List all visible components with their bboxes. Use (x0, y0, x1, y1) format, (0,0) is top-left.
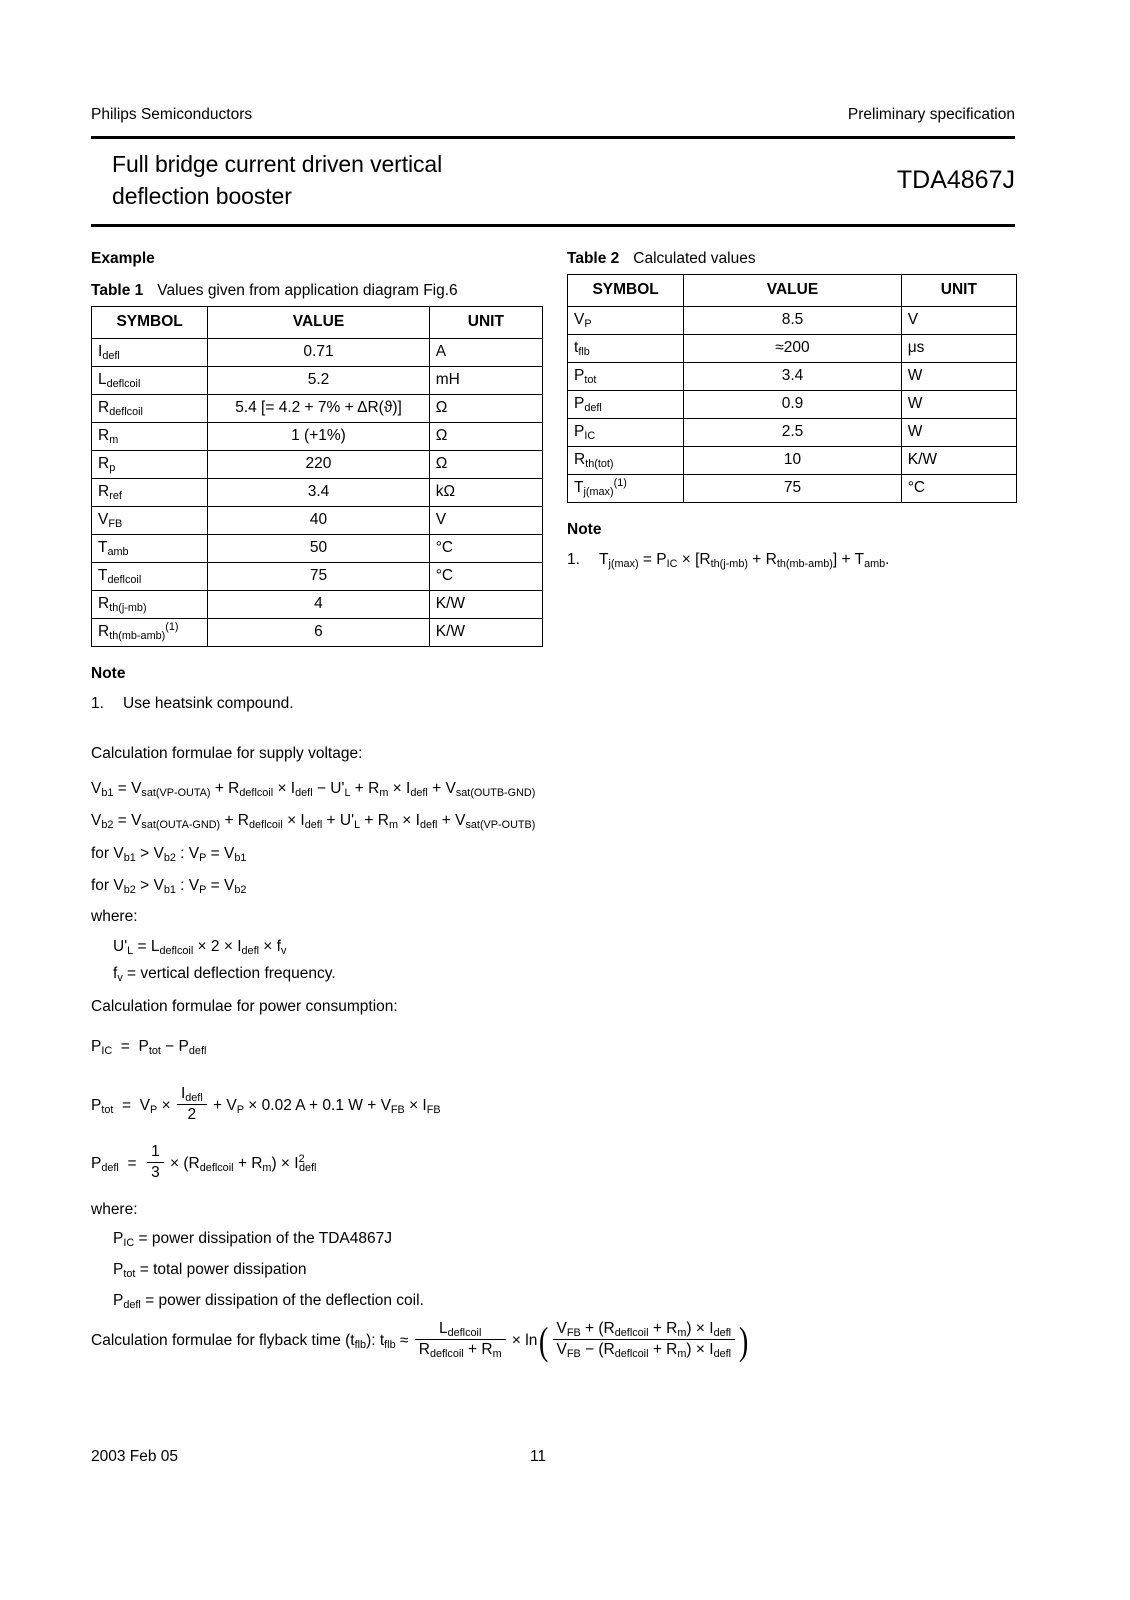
power-heading-wrap (91, 996, 1021, 1018)
page-title (112, 148, 612, 212)
page-header (91, 106, 1015, 124)
table-row (92, 367, 543, 395)
cell-symbol: $T_{amb}$ (92, 535, 208, 563)
definition-pdefl: $P_{defl}$ = power dissipation of the deflection coil. (113, 1292, 424, 1311)
table1-header-row (92, 307, 543, 339)
title-line-2: deflection booster (112, 183, 292, 209)
cell-value: 1 (+1%) (208, 423, 429, 451)
equation-vb2: $V_{b2} = V_{sat(OUTA-GND)} + R_{deflcoil} \times I_{defl} + U'_L + R_m \times I_{defl} + V_{sat(VP-OUTB)}$ (91, 812, 536, 831)
table2-caption-text: Calculated values (633, 250, 756, 267)
cell-unit: W (901, 363, 1016, 391)
cell-symbol: $I_{defl}$ (92, 339, 208, 367)
ul-definition-wrap (91, 936, 1043, 958)
cell-value: 40 (208, 507, 429, 535)
equation-flyback-time: Calculation formulae for flyback time $(t_{flb})$: $t_{flb}$ ≈ $\frac{L_{deflcoil}}{R_{deflcoil} + R_m}$ × ln( $\frac{V_{FB} + (R_{deflcoil} + R_m) \times I_{defl}}{V_{FB} - (R_{deflcoil} + R_m) \times I_{defl}}$ ) (91, 1319, 749, 1364)
supply-heading: Calculation formulae for supply voltage: (91, 745, 363, 762)
cell-unit: Ω (429, 395, 542, 423)
formulae-supply-heading-wrap (91, 743, 1021, 765)
cell-symbol: $T_{deflcoil}$ (92, 563, 208, 591)
cell-value: 75 (208, 563, 429, 591)
footer-page-number: 11 (529, 1448, 547, 1465)
table1-col-unit: UNIT (429, 307, 542, 339)
header-rule-bottom (91, 224, 1015, 227)
equation-ptot: $P_{tot} = V_P$ × $\frac{I_{defl}}{2}$ + $V_P \times 0.02$ A + 0.1 $W + V_{FB} \times I_{FB}$ (91, 1085, 441, 1123)
cell-symbol: $R_p$ (92, 451, 208, 479)
table-row (92, 451, 543, 479)
definition-pic: $P_{IC}$ = power dissipation of the TDA4867J (113, 1230, 392, 1249)
equation-pdefl: $P_{defl}$ = $\frac{1}{3}$ × $(R_{deflcoil} + R_m) \times I^2_{defl}$ (91, 1143, 317, 1181)
cell-value: 5.2 (208, 367, 429, 395)
cell-unit: Ω (429, 451, 542, 479)
cell-value: 5.4 [= 4.2 + 7% + ΔR(ϑ)] (208, 395, 429, 423)
equation-pic-wrap (91, 1036, 1021, 1058)
table2-col-unit: UNIT (901, 275, 1016, 307)
table-row (568, 447, 1017, 475)
cell-value: 8.5 (684, 307, 901, 335)
right-note-heading: Note (567, 521, 602, 538)
table2-caption (567, 250, 1017, 268)
condition-2-wrap (91, 875, 1021, 897)
cell-symbol: $T_{j(max)}^{(1)}$ (568, 475, 684, 503)
left-note-item (91, 693, 543, 715)
cell-unit: V (901, 307, 1016, 335)
cell-symbol: $P_{tot}$ (568, 363, 684, 391)
where-2-wrap (91, 1199, 1021, 1221)
cell-value: 75 (684, 475, 901, 503)
definition-fv: $f_v$ = vertical deflection frequency. (113, 965, 336, 984)
definition-ptot: $P_{tot}$ = total power dissipation (113, 1261, 307, 1280)
table-row (92, 479, 543, 507)
cell-value: 0.9 (684, 391, 901, 419)
table1-caption (91, 282, 543, 300)
right-note-formula: $T_{j(max)} = P_{IC} \times [R_{th(j-mb)} + R_{th(mb-amb)}] + T_{amb}$. (599, 551, 890, 570)
cell-unit: K/W (901, 447, 1016, 475)
title-line-1: Full bridge current driven vertical (112, 151, 443, 177)
cell-unit: A (429, 339, 542, 367)
table1-caption-text: Values given from application diagram Fig.6 (157, 282, 458, 299)
cell-unit: Ω (429, 423, 542, 451)
table-row (92, 563, 543, 591)
table-row (568, 419, 1017, 447)
cell-value: 6 (208, 619, 429, 647)
condition-vb2-greater: for $V_{b2} > V_{b1}$ : $V_P = V_{b2}$ (91, 877, 247, 896)
cell-symbol: $R_{th(tot)}$ (568, 447, 684, 475)
cell-symbol: $R_{th(mb-amb)}^{(1)}$ (92, 619, 208, 647)
cell-unit: °C (901, 475, 1016, 503)
table1-col-value: VALUE (208, 307, 429, 339)
cell-symbol: $P_{defl}$ (568, 391, 684, 419)
equation-pdefl-wrap (91, 1145, 1021, 1183)
cell-value: ≈200 (684, 335, 901, 363)
table-row (568, 475, 1017, 503)
right-column (567, 250, 1017, 571)
table2-col-symbol: SYMBOL (568, 275, 684, 307)
table2-col-value: VALUE (684, 275, 901, 307)
table-row (568, 363, 1017, 391)
cell-symbol: $V_P$ (568, 307, 684, 335)
left-note-number: 1. (91, 695, 104, 712)
equation-vb1: $V_{b1} = V_{sat(VP-OUTA)} + R_{deflcoil} \times I_{defl} - U'_L + R_m \times I_{defl} + V_{sat(OUTB-GND)}$ (91, 780, 536, 799)
cell-unit: mH (429, 367, 542, 395)
table1-label: Table 1 (91, 282, 144, 299)
cell-value: 50 (208, 535, 429, 563)
cell-unit: °C (429, 535, 542, 563)
cell-symbol: $L_{deflcoil}$ (92, 367, 208, 395)
table-row (92, 339, 543, 367)
cell-value: 220 (208, 451, 429, 479)
table-row (92, 535, 543, 563)
table2-label: Table 2 (567, 250, 620, 267)
table-row (568, 391, 1017, 419)
table-row (92, 619, 543, 647)
left-note-heading: Note (91, 665, 126, 682)
spec-status: Preliminary specification (847, 106, 1015, 123)
cell-unit: °C (429, 563, 542, 591)
table-row (568, 307, 1017, 335)
cell-unit: K/W (429, 619, 542, 647)
cell-symbol: $V_{FB}$ (92, 507, 208, 535)
cell-unit: W (901, 391, 1016, 419)
cell-value: 3.4 (208, 479, 429, 507)
left-note-text: Use heatsink compound. (123, 695, 294, 712)
table-row (92, 423, 543, 451)
table-row (92, 591, 543, 619)
section-heading-example: Example (91, 250, 155, 267)
cell-symbol: $P_{IC}$ (568, 419, 684, 447)
cell-unit: μs (901, 335, 1016, 363)
cell-unit: K/W (429, 591, 542, 619)
cell-unit: V (429, 507, 542, 535)
cell-symbol: $R_{ref}$ (92, 479, 208, 507)
cell-value: 3.4 (684, 363, 901, 391)
left-column (91, 250, 543, 715)
cell-symbol: $t_{flb}$ (568, 335, 684, 363)
cell-value: 0.71 (208, 339, 429, 367)
flyback-wrap (91, 1319, 1021, 1364)
condition-1-wrap (91, 843, 1021, 865)
cell-unit: kΩ (429, 479, 542, 507)
where-label-2: where: (91, 1201, 138, 1218)
cell-value: 2.5 (684, 419, 901, 447)
cell-value: 4 (208, 591, 429, 619)
condition-vb1-greater: for $V_{b1} > V_{b2}$ : $V_P = V_{b1}$ (91, 845, 247, 864)
equation-ptot-wrap (91, 1087, 1021, 1125)
cell-symbol: $R_{th(j-mb)}$ (92, 591, 208, 619)
footer-date: 2003 Feb 05 (91, 1448, 179, 1465)
power-heading: Calculation formulae for power consumption: (91, 998, 398, 1015)
equation-vb1-wrap (91, 778, 1021, 800)
fv-definition-wrap (91, 963, 1043, 985)
table-row (92, 507, 543, 535)
header-rule-top (91, 136, 1015, 139)
right-note-number: 1. (567, 551, 580, 568)
definitions-wrap (91, 1228, 1043, 1312)
table-2 (567, 274, 1017, 503)
where-label-1: where: (91, 908, 138, 925)
cell-value: 10 (684, 447, 901, 475)
table-row (92, 395, 543, 423)
table2-header-row (568, 275, 1017, 307)
right-note-item (567, 549, 1017, 571)
equation-vb2-wrap (91, 810, 1021, 832)
cell-symbol: $R_m$ (92, 423, 208, 451)
equation-ul-definition: $U'_L = L_{deflcoil} \times 2 \times I_{defl} \times f_v$ (113, 938, 287, 957)
equation-pic: $P_{IC} = P_{tot} - P_{defl}$ (91, 1038, 207, 1057)
cell-symbol: $R_{deflcoil}$ (92, 395, 208, 423)
part-number: TDA4867J (896, 166, 1015, 194)
table-row (568, 335, 1017, 363)
cell-unit: W (901, 419, 1016, 447)
table1-col-symbol: SYMBOL (92, 307, 208, 339)
company-name: Philips Semiconductors (91, 106, 253, 123)
where-1-wrap (91, 906, 1021, 928)
table-1 (91, 306, 543, 647)
